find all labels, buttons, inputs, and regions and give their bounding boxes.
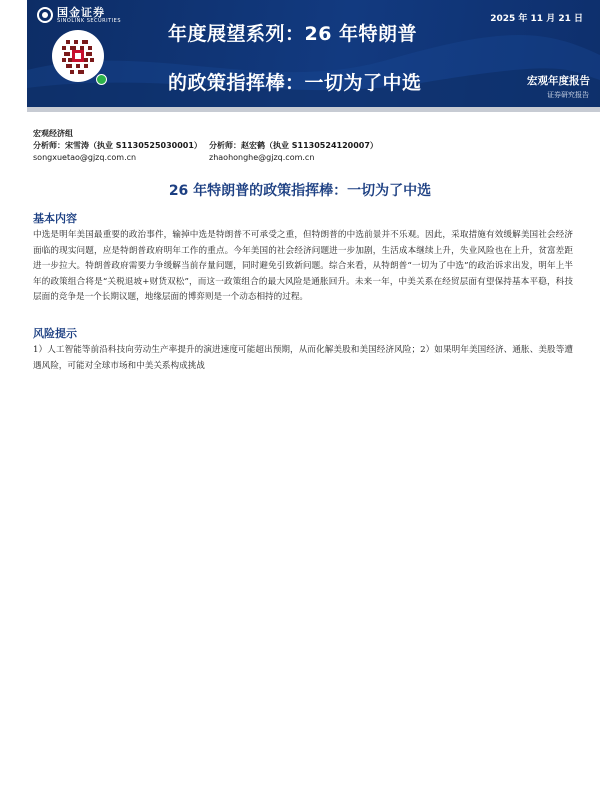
section-risk-heading: 风险提示 (33, 327, 77, 340)
analyst-1 (33, 140, 209, 164)
report-type: 宏观年度报告 (527, 75, 590, 87)
qr-code-icon[interactable] (52, 30, 104, 82)
section-summary-heading: 基本内容 (33, 212, 77, 225)
analyst-1-email[interactable]: songxuetao@gjzq.com.cn (33, 153, 137, 162)
section-summary (33, 212, 573, 306)
report-subtype: 证券研究报告 (547, 91, 589, 99)
document-title: 26 年特朗普的政策指挥棒：一切为了中选 (168, 183, 432, 199)
analyst-2 (209, 140, 385, 164)
section-risk (33, 327, 573, 374)
section-risk-body: 1）人工智能等前沿科技向劳动生产率提升的演进速度可能超出预期，从而化解美股和美国经济风险；2）如果明年美国经济、通胀、美股等遭遇风险，可能对全球市场和中美关系构成挑战 (33, 345, 573, 371)
wechat-badge-icon (96, 74, 107, 85)
banner-title-line2: 的政策指挥棒：一切为了中选 (168, 72, 422, 94)
analyst-1-label: 分析师：宋雪涛（执业 S1130525030001） (33, 141, 202, 150)
brand-logo (37, 4, 121, 26)
brand-mark-icon (37, 7, 53, 23)
brand-name-en: SINOLINK SECURITIES (57, 17, 121, 24)
section-summary-body: 中选是明年美国最重要的政治事件，输掉中选是特朗普不可承受之重，但特朗普的中选前景并不乐观。因此，采取措施有效缓解美国社会经济面临的现实问题，应是特朗普政府明年工作的重点。今年美国的社会经济问题进一步加剧，生活成本继续上升，失业风险也在上升，贫富差距进一步拉大。特朗普政府需要力争缓解当前存量问题，同时避免引致新问题。综合来看，从特朗普“一切为了中选”的政治诉求出发，明年上半年的政策组合将是“关税退坡+财货双松”，而这一政策组合的最大风险是通胀回升。未来一年，中美关系在经贸层面有望保持基本平稳，科技层面的竞争是一个长期议题，地缘层面的博弈则是一个动态相持的过程。 (33, 230, 573, 302)
brand-name-cn: 国金证券 (57, 5, 105, 19)
research-group: 宏观经济组 (33, 129, 73, 138)
banner-title-line1: 年度展望系列：26 年特朗普 (168, 23, 418, 45)
analyst-2-email[interactable]: zhaohonghe@gjzq.com.cn (209, 153, 315, 162)
analyst-2-label: 分析师：赵宏鹤（执业 S1130524120007） (209, 141, 378, 150)
analyst-info (33, 128, 573, 164)
report-date: 2025 年 11 月 21 日 (490, 14, 583, 24)
banner-underline (27, 107, 600, 112)
